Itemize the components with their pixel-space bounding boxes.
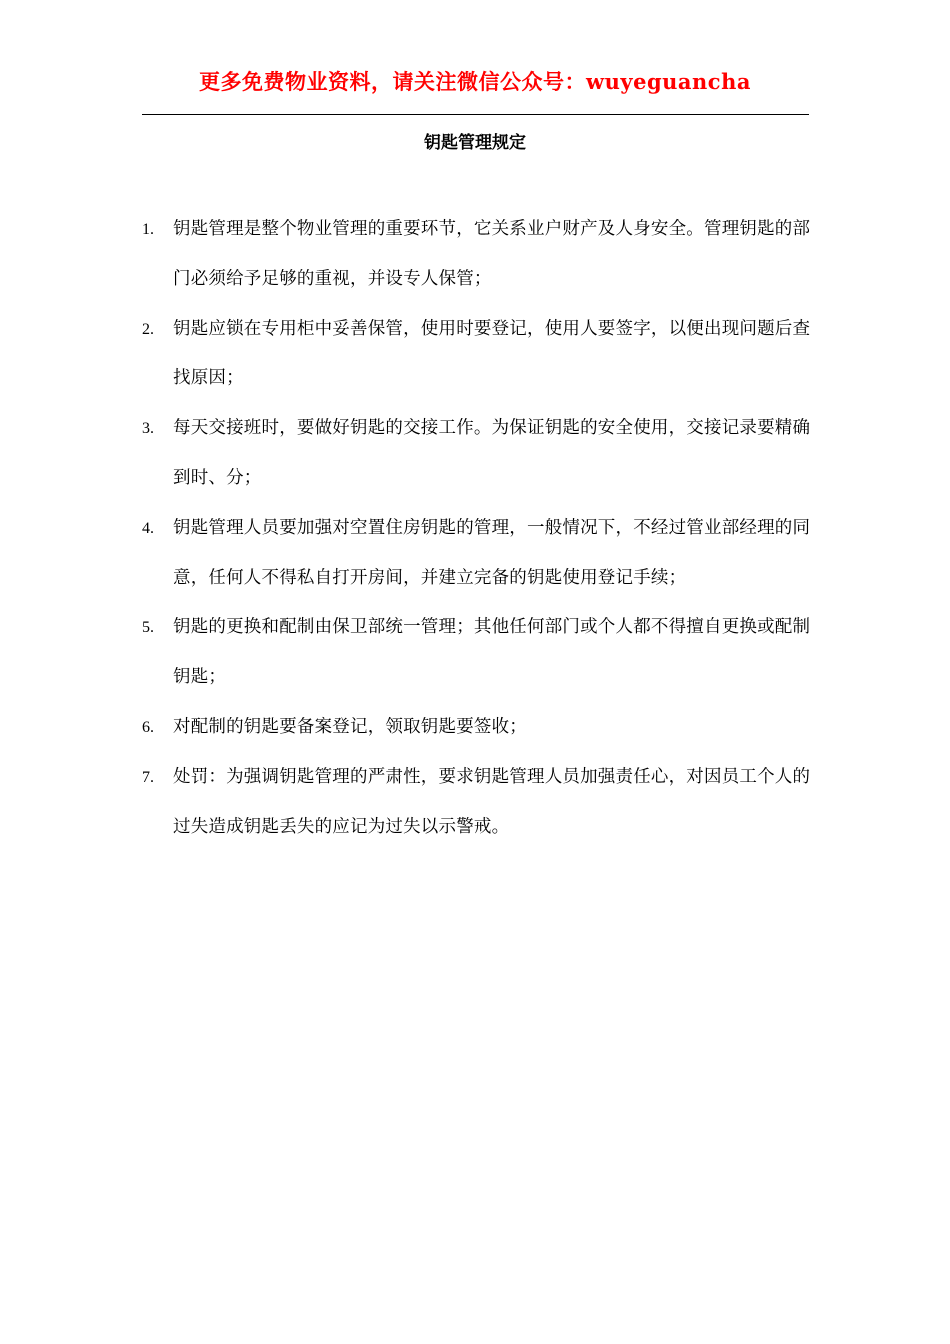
rule-number: 1. [142,221,154,238]
rule-text: 钥匙管理人员要加强对空置住房钥匙的管理，一般情况下，不经过管业部经理的同意，任何人不得私自打开房间，并建立完备的钥匙使用登记手续； [173,517,811,588]
rule-item-1 [142,205,812,305]
rule-text: 钥匙管理是整个物业管理的重要环节，它关系业户财产及人身安全。管理钥匙的部门必须给予足够的重视，并设专人保管； [173,219,811,289]
rule-number: 3. [142,420,154,438]
rule-item-4 [142,504,812,604]
rule-item-6 [142,703,812,753]
rule-item-2 [142,305,812,405]
rule-text: 钥匙的更换和配制由保卫部统一管理；其他任何部门或个人都不得擅自更换或配制钥匙； [173,617,811,688]
rule-item-7 [142,753,812,853]
header-banner: 更多免费物业资料，请关注微信公众号：wuyeguancha [199,69,751,94]
rule-text: 每天交接班时，要做好钥匙的交接工作。为保证钥匙的安全使用，交接记录要精确到时、分； [173,418,811,488]
rule-text: 处罚：为强调钥匙管理的严肃性，要求钥匙管理人员加强责任心，对因员工个人的过失造成钥匙丢失的应记为过失以示警戒。 [173,766,811,837]
document-title: 钥匙管理规定 [424,133,526,153]
rule-item-3 [142,404,812,504]
rule-number: 7. [142,768,154,786]
rule-number: 5. [142,619,154,637]
header-divider [142,114,809,115]
rule-list [142,205,812,852]
rule-item-5 [142,603,812,703]
rule-number: 2. [142,320,154,338]
rule-text: 对配制的钥匙要备案登记，领取钥匙要签收； [173,716,527,737]
rule-number: 4. [142,519,154,537]
rule-number: 6. [142,718,154,736]
rule-text: 钥匙应锁在专用柜中妥善保管，使用时要登记，使用人要签字，以便出现问题后查找原因； [173,318,811,389]
